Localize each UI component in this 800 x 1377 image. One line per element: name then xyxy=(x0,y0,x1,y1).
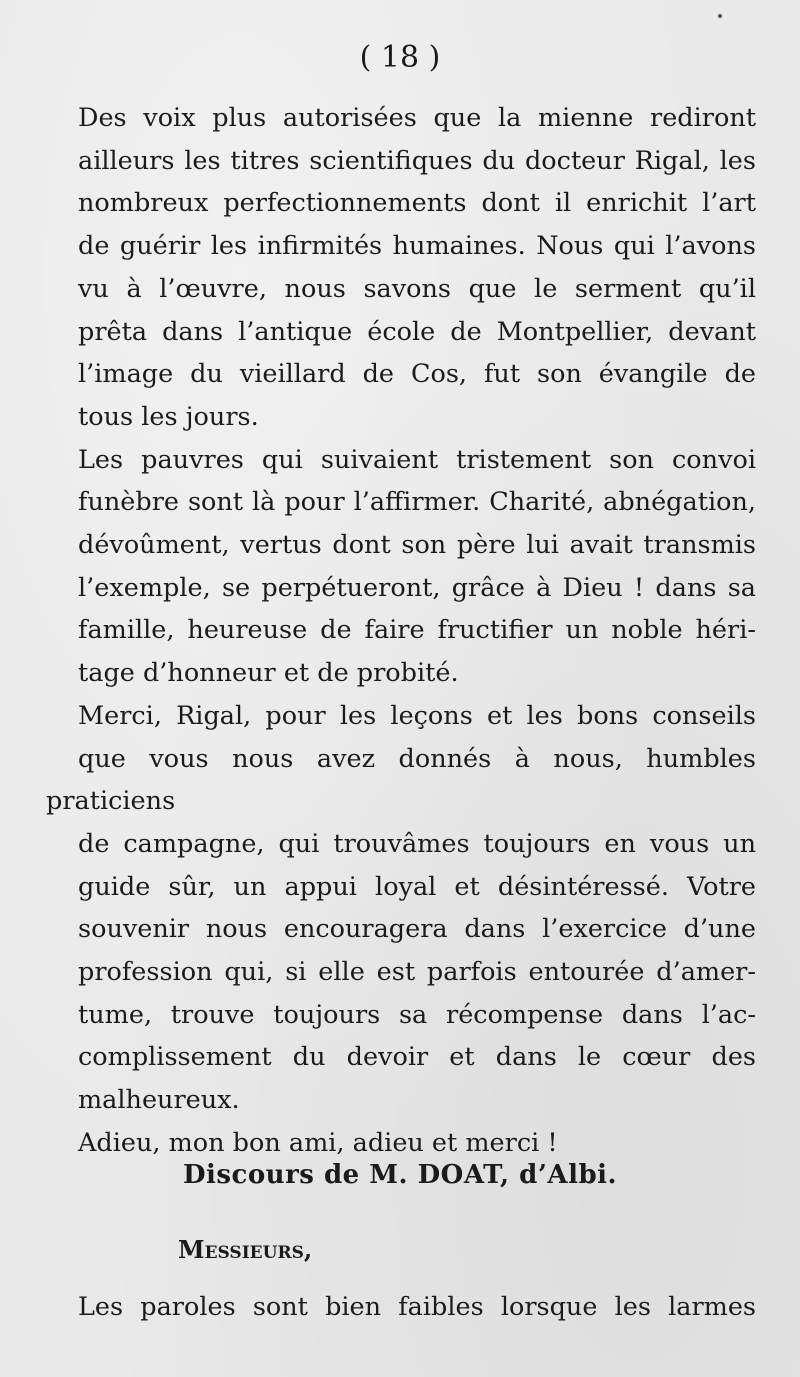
paragraph-1 xyxy=(46,97,756,439)
body-text xyxy=(46,97,756,1165)
text-line: de guérir les infirmités humaines. Nous qui l’avons xyxy=(78,231,756,262)
text-line: funèbre sont là pour l’affirmer. Charité, abnégation, xyxy=(78,487,756,518)
text-line: Des voix plus autorisées que la mienne rediront xyxy=(78,103,756,133)
text-line: famille, heureuse de faire fructifier un noble héri- xyxy=(78,615,756,646)
text-line: que vous nous avez donnés à nous, humbles praticiens xyxy=(46,743,756,817)
page-number: ( 18 ) xyxy=(359,40,441,75)
paragraph-4 xyxy=(46,1122,756,1165)
text-line: malheureux. xyxy=(78,1085,240,1116)
text-line: tous les jours. xyxy=(78,401,259,432)
text-line: de campagne, qui trouvâmes toujours en vous un xyxy=(78,828,756,859)
text-line: nombreux perfectionnements dont il enrichit l’art xyxy=(78,188,756,219)
text-line: tage d’honneur et de probité. xyxy=(78,658,459,689)
text-line: prêta dans l’antique école de Montpellier, devant xyxy=(78,316,756,347)
speech-heading: Discours de M. DOAT, d’Albi. xyxy=(182,1160,618,1190)
text-line: dévoûment, vertus dont son père lui avait transmis xyxy=(78,530,756,561)
text-line: l’image du vieillard de Cos, fut son évangile de xyxy=(78,359,756,390)
salutation: Messieurs, xyxy=(178,1235,313,1264)
text-line: ailleurs les titres scientifiques du docteur Rigal, les xyxy=(78,145,756,176)
text-line: vu à l’œuvre, nous savons que le serment qu’il xyxy=(78,273,756,304)
paragraph-2 xyxy=(46,439,756,695)
text-line: Adieu, mon bon ami, adieu et merci ! xyxy=(78,1127,558,1158)
text-line: tume, trouve toujours sa récompense dans l’ac- xyxy=(78,999,756,1030)
text-line: Les pauvres qui suivaient tristement son convoi xyxy=(78,444,756,475)
text-line: guide sûr, un appui loyal et désintéressé. Votre xyxy=(78,871,756,902)
ink-speck xyxy=(718,14,722,18)
paragraph-3 xyxy=(46,695,756,1122)
text-line: profession qui, si elle est parfois entourée d’amer- xyxy=(78,957,756,988)
text-line: souvenir nous encouragera dans l’exercice d’une xyxy=(78,914,756,945)
text-line: complissement du devoir et dans le cœur des xyxy=(78,1042,756,1073)
continuation-line: Les paroles sont bien faibles lorsque les larmes xyxy=(78,1292,756,1322)
text-line: l’exemple, se perpétueront, grâce à Dieu ! dans sa xyxy=(78,572,756,603)
text-line: Merci, Rigal, pour les leçons et les bons conseils xyxy=(78,700,756,731)
